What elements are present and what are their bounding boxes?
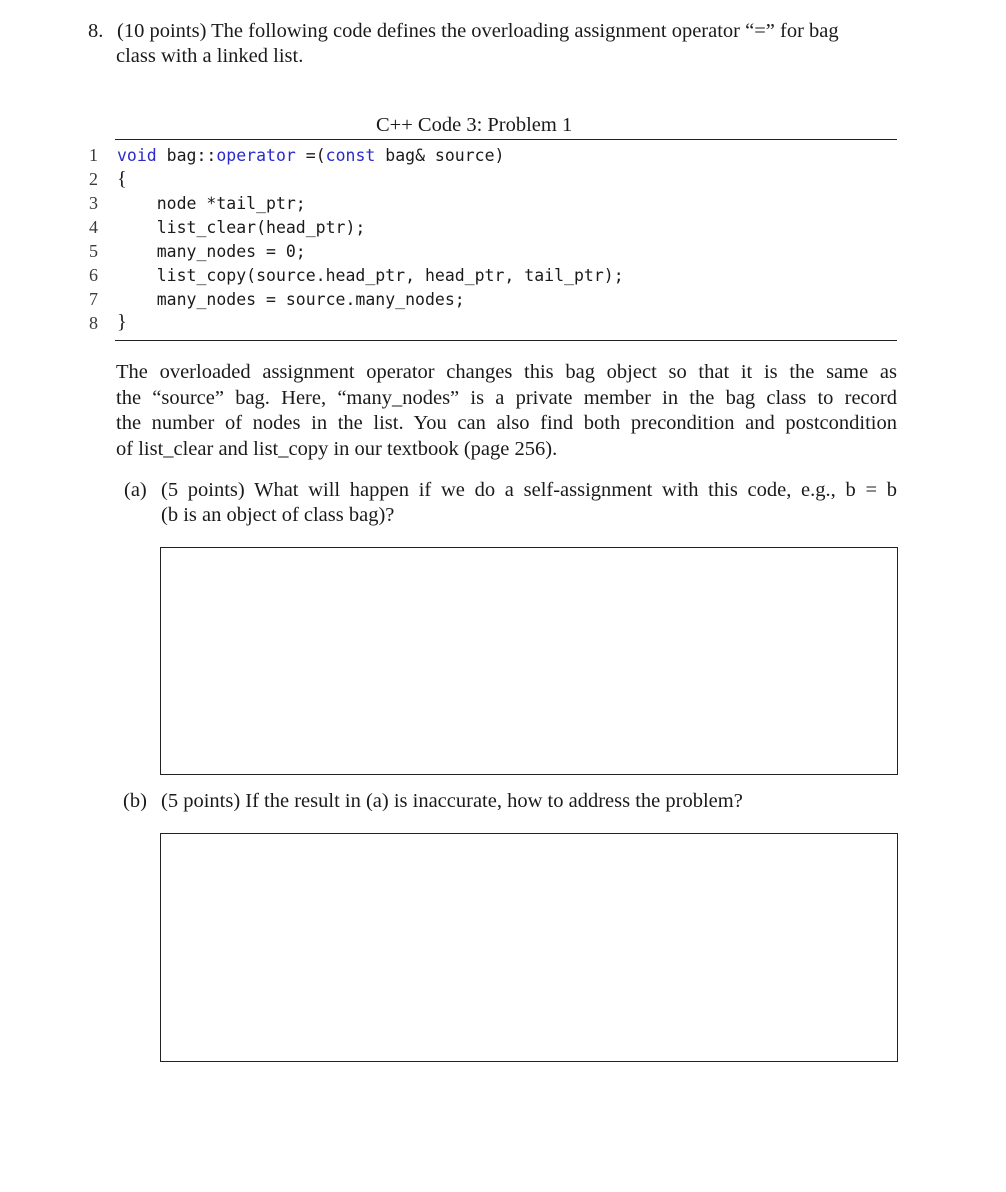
part-a-question-line-1: (5 points) What will happen if we do a self-assignment with this code, e.g., b = b [161, 479, 897, 501]
part-a-question-line-2: (b is an object of class bag)? [161, 504, 395, 526]
code-text: =( [295, 146, 326, 165]
code-line-3: node *tail_ptr; [117, 194, 306, 213]
code-keyword: const [325, 146, 376, 165]
question-number: 8. [88, 20, 104, 42]
code-bottom-rule [115, 340, 897, 341]
code-top-rule [115, 139, 897, 140]
question-text-line-2: class with a linked list. [116, 45, 304, 67]
code-line-4: list_clear(head_ptr); [117, 218, 366, 237]
code-line-5: many_nodes = 0; [117, 242, 306, 261]
part-a-label: (a) [124, 479, 147, 501]
line-number: 7 [89, 289, 98, 309]
code-text: bag& source) [375, 146, 505, 165]
line-number: 8 [89, 313, 98, 333]
line-number: 1 [89, 145, 98, 165]
answer-box-a[interactable] [160, 547, 898, 775]
code-line-2: { [117, 168, 127, 190]
part-b-label: (b) [123, 790, 147, 812]
line-number: 2 [89, 169, 98, 189]
answer-box-b[interactable] [160, 833, 898, 1062]
line-number: 5 [89, 241, 98, 261]
description-paragraph [116, 360, 897, 462]
code-line-8: } [117, 311, 127, 333]
description-line: the “source” bag. Here, “many_nodes” is a private member in the bag class to record [116, 386, 897, 409]
part-b-question-line-1: (5 points) If the result in (a) is inaccurate, how to address the problem? [161, 790, 743, 812]
description-line: of list_clear and list_copy in our textbook (page 256). [116, 437, 558, 460]
description-line: the number of nodes in the list. You can also find both precondition and postcondition [116, 412, 897, 434]
line-number: 6 [89, 265, 98, 285]
code-line-6: list_copy(source.head_ptr, head_ptr, tail_ptr); [117, 266, 624, 285]
code-line-7: many_nodes = source.many_nodes; [117, 290, 465, 309]
code-keyword: operator [216, 146, 296, 165]
description-line: The overloaded assignment operator changes this bag object so that it is the same as [116, 361, 897, 383]
code-line-1 [117, 146, 504, 165]
code-caption: C++ Code 3: Problem 1 [376, 114, 573, 136]
code-keyword: void [117, 146, 157, 165]
line-number: 4 [89, 217, 98, 237]
line-number: 3 [89, 193, 98, 213]
code-text: bag:: [156, 146, 217, 165]
question-text-line-1: (10 points) The following code defines the overloading assignment operator “=” for bag [117, 20, 839, 42]
